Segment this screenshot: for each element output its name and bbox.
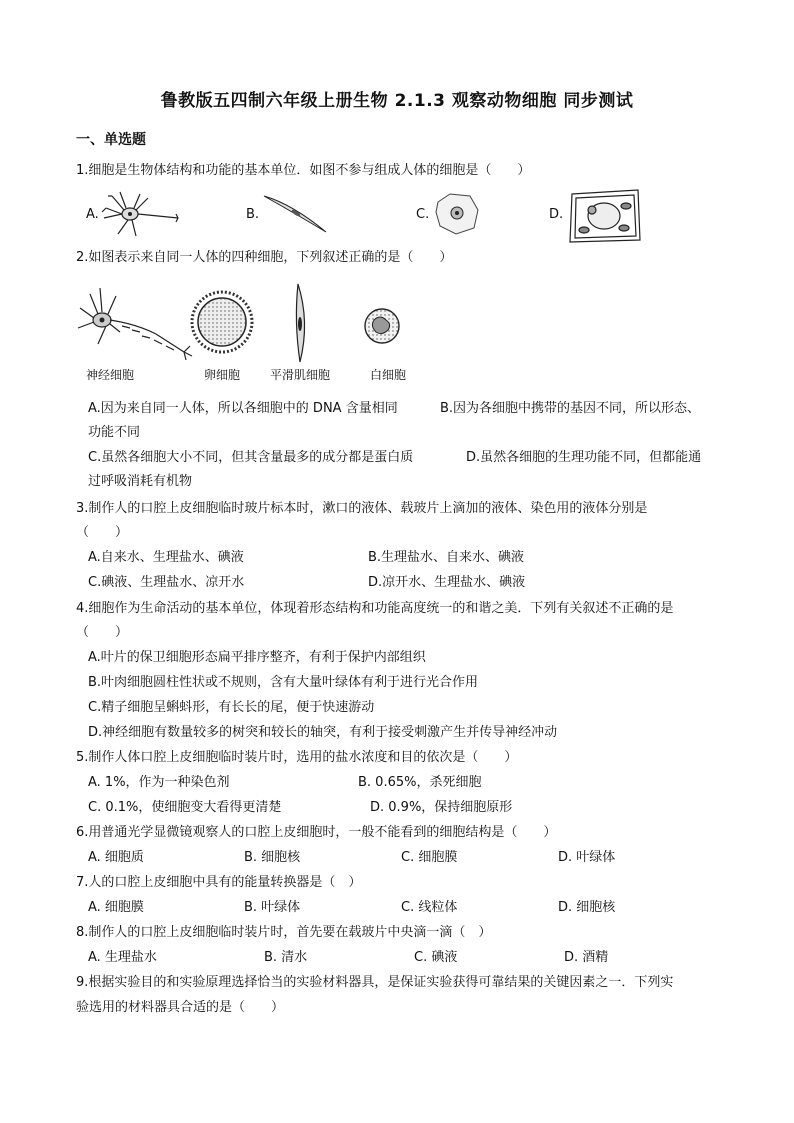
neuron-figure bbox=[100, 188, 180, 240]
smooth-muscle-figure bbox=[262, 190, 330, 236]
q6-option-b: B. 细胞核 bbox=[244, 850, 301, 865]
q3-option-c: C.碘液、生理盐水、凉开水 bbox=[88, 575, 245, 590]
question-2-stem: 2.如图表示来自同一人体的四种细胞，下列叙述正确的是（ ） bbox=[76, 250, 453, 265]
q3-option-b: B.生理盐水、自来水、碘液 bbox=[368, 550, 525, 565]
q8-option-c: C. 碘液 bbox=[414, 950, 458, 965]
q8-option-b: B. 清水 bbox=[264, 950, 308, 965]
q4-option-d: D.神经细胞有数量较多的树突和较长的轴突，有利于接受刺激产生并传导神经冲动 bbox=[88, 725, 558, 740]
question-9-stem: 9.根据实验目的和实验原理选择恰当的实验材料器具，是保证实验获得可靠结果的关键因素之一．下列实 bbox=[76, 975, 674, 990]
q2-option-a: A.因为来自同一人体，所以各细胞中的 DNA 含量相同 bbox=[88, 401, 398, 416]
q1-option-a-label: A. bbox=[86, 207, 99, 222]
caption-smooth-muscle: 平滑肌细胞 bbox=[270, 368, 331, 382]
caption-egg: 卵细胞 bbox=[204, 368, 241, 382]
question-9-stem-cont: 验选用的材料器具合适的是（ ） bbox=[76, 1000, 285, 1015]
q3-option-d: D.凉开水、生理盐水、碘液 bbox=[368, 575, 526, 590]
q1-option-d-label: D. bbox=[549, 207, 564, 222]
q7-option-a: A. 细胞膜 bbox=[88, 900, 144, 915]
q1-option-c-label: C. bbox=[416, 207, 430, 222]
q3-option-a: A.自来水、生理盐水、碘液 bbox=[88, 550, 244, 565]
q5-option-d: D. 0.9%，保持细胞原形 bbox=[370, 800, 513, 815]
q5-option-c: C. 0.1%，使细胞变大看得更清楚 bbox=[88, 800, 282, 815]
question-4-stem-cont: （ ） bbox=[76, 625, 129, 640]
caption-white-blood: 白细胞 bbox=[370, 368, 407, 382]
q8-option-a: A. 生理盐水 bbox=[88, 950, 157, 965]
q2-option-d: D.虽然各细胞的生理功能不同，但都能通 bbox=[466, 450, 702, 465]
q1-option-b-label: B. bbox=[246, 207, 260, 222]
section-heading: 一、单选题 bbox=[76, 132, 146, 148]
q7-option-d: D. 细胞核 bbox=[558, 900, 616, 915]
q5-option-b: B. 0.65%，杀死细胞 bbox=[358, 775, 482, 790]
q4-option-a: A.叶片的保卫细胞形态扁平排序整齐，有利于保护内部组织 bbox=[88, 650, 426, 665]
q2-option-b-cont: 功能不同 bbox=[88, 425, 141, 440]
epithelial-cell-figure bbox=[432, 190, 482, 236]
question-1-stem: 1.细胞是生物体结构和功能的基本单位．如图不参与组成人体的细胞是（ ） bbox=[76, 163, 531, 178]
q2-option-d-cont: 过呼吸消耗有机物 bbox=[88, 474, 193, 489]
q8-option-d: D. 酒精 bbox=[564, 950, 609, 965]
neuron-cell-drawing bbox=[78, 288, 192, 360]
question-4-stem: 4.细胞作为生命活动的基本单位，体现着形态结构和功能高度统一的和谐之美．下列有关叙述不正确的是 bbox=[76, 601, 674, 616]
question-7-stem: 7.人的口腔上皮细胞中具有的能量转换器是（ ） bbox=[76, 875, 362, 890]
white-blood-cell-drawing bbox=[365, 309, 399, 343]
q6-option-d: D. 叶绿体 bbox=[558, 850, 616, 865]
q7-option-c: C. 线粒体 bbox=[401, 900, 458, 915]
plant-cell-figure bbox=[566, 186, 644, 246]
q4-option-b: B.叶肉细胞圆柱性状或不规则，含有大量叶绿体有利于进行光合作用 bbox=[88, 675, 479, 690]
smooth-muscle-cell-drawing bbox=[296, 284, 304, 362]
question-5-stem: 5.制作人体口腔上皮细胞临时装片时，选用的盐水浓度和目的依次是（ ） bbox=[76, 750, 518, 765]
q5-option-a: A. 1%，作为一种染色剂 bbox=[88, 775, 230, 790]
egg-cell-drawing bbox=[192, 292, 252, 352]
caption-neuron: 神经细胞 bbox=[86, 368, 135, 382]
q4-option-c: C.精子细胞呈蝌蚪形，有长长的尾，便于快速游动 bbox=[88, 700, 375, 715]
question-8-stem: 8.制作人的口腔上皮细胞临时装片时，首先要在载玻片中央滴一滴（ ） bbox=[76, 925, 492, 940]
question-6-stem: 6.用普通光学显微镜观察人的口腔上皮细胞时，一般不能看到的细胞结构是（ ） bbox=[76, 825, 557, 840]
four-cells-figure bbox=[76, 282, 416, 364]
q2-option-c: C.虽然各细胞大小不同，但其含量最多的成分都是蛋白质 bbox=[88, 450, 414, 465]
q2-option-b: B.因为各细胞中携带的基因不同，所以形态、 bbox=[440, 401, 701, 416]
page-title: 鲁教版五四制六年级上册生物 2.1.3 观察动物细胞 同步测试 bbox=[160, 91, 634, 111]
q6-option-a: A. 细胞质 bbox=[88, 850, 144, 865]
question-3-stem: 3.制作人的口腔上皮细胞临时玻片标本时，漱口的液体、载玻片上滴加的液体、染色用的液体分别是 bbox=[76, 501, 648, 516]
question-3-stem-cont: （ ） bbox=[76, 525, 129, 540]
q6-option-c: C. 细胞膜 bbox=[401, 850, 458, 865]
q7-option-b: B. 叶绿体 bbox=[244, 900, 301, 915]
